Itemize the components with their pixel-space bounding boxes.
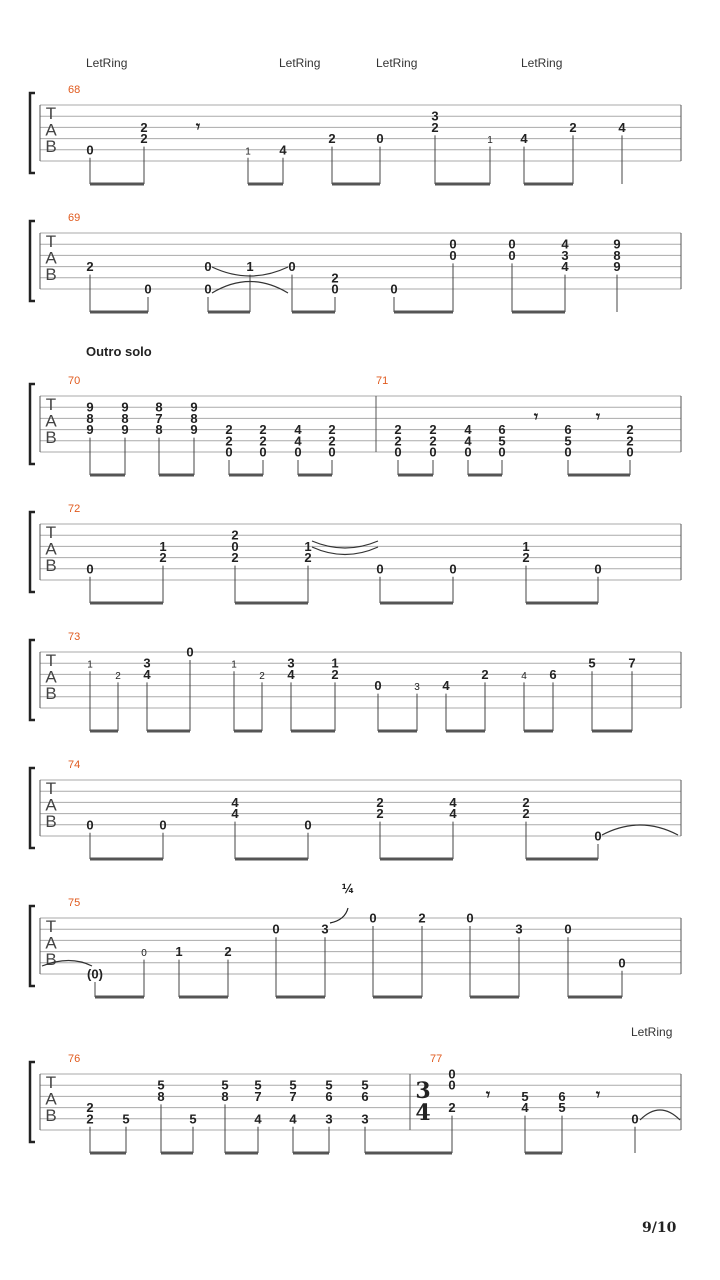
fret-number: 0 <box>86 817 94 833</box>
fret-number: 0 <box>498 444 506 460</box>
fret-number: 2 <box>259 670 265 682</box>
fret-number: 0 <box>141 948 147 960</box>
fret-number: 4 <box>143 666 151 682</box>
tab-clef-letter: B <box>45 950 57 969</box>
bend-arrow <box>330 908 348 923</box>
fret-number: 2 <box>431 119 439 135</box>
fret-number: 8 <box>86 410 94 426</box>
fret-number: 2 <box>231 527 239 543</box>
fret-number: 5 <box>189 1111 197 1127</box>
fret-number: 0 <box>626 444 634 460</box>
fret-number: 7 <box>289 1088 297 1104</box>
fret-number: 0 <box>328 444 336 460</box>
fret-number: 2 <box>522 794 530 810</box>
fret-number: 4 <box>561 259 569 275</box>
fret-number: 6 <box>325 1088 333 1104</box>
fret-number: 0 <box>464 444 472 460</box>
tab-clef-letter: A <box>45 120 57 140</box>
measure-number: 70 <box>68 375 81 387</box>
fret-number: 5 <box>325 1077 333 1093</box>
fret-number: 0 <box>86 561 94 577</box>
fret-number: 2 <box>86 1111 94 1127</box>
system-bracket <box>30 768 35 848</box>
fret-number: 2 <box>626 433 634 449</box>
fret-number: 4 <box>231 794 239 810</box>
measure-number: 74 <box>68 759 81 771</box>
fret-number: 2 <box>159 550 167 566</box>
fret-number: 1 <box>231 659 237 671</box>
page-number: 9/10 <box>642 1220 677 1236</box>
fret-number: 0 <box>508 247 516 263</box>
tab-clef-letter: A <box>45 795 57 815</box>
fret-number: 0 <box>449 236 457 252</box>
measure-number: 69 <box>68 212 81 224</box>
staff-system <box>30 640 681 720</box>
fret-number: 2 <box>140 119 148 135</box>
fret-number: 9 <box>86 399 94 415</box>
fret-number: 0 <box>631 1111 639 1127</box>
measure-number: 71 <box>376 375 389 387</box>
fret-number: 0 <box>376 131 384 147</box>
tab-clef-letter: B <box>45 1106 57 1125</box>
fret-number: 0 <box>449 247 457 263</box>
measure-number: 76 <box>68 1053 81 1065</box>
fret-number: 3 <box>287 655 295 671</box>
fret-number: 5 <box>361 1077 369 1093</box>
tab-clef-letter: T <box>45 232 57 251</box>
fret-number: 9 <box>121 399 129 415</box>
measure-number: 72 <box>68 503 81 515</box>
fret-number: 2 <box>259 433 267 449</box>
fret-number: 0 <box>369 910 377 926</box>
fret-number: 2 <box>140 131 148 147</box>
fret-number: 4 <box>521 1100 529 1116</box>
fret-number: 5 <box>254 1077 262 1093</box>
let-ring-label: LetRing <box>86 56 128 70</box>
eighth-rest: 𝄾 <box>595 1085 601 1104</box>
fret-number: 4 <box>231 806 239 822</box>
fret-number: 6 <box>558 1088 566 1104</box>
fret-number: 9 <box>190 399 198 415</box>
fret-number: 9 <box>86 422 94 438</box>
tab-clef-letter: A <box>45 248 57 268</box>
fret-number: 8 <box>221 1088 229 1104</box>
fret-number: 8 <box>155 399 163 415</box>
fret-number: 4 <box>618 119 626 135</box>
fret-number: 5 <box>564 433 572 449</box>
fret-number: 3 <box>321 921 329 937</box>
fret-number: 2 <box>394 433 402 449</box>
fret-number: 2 <box>328 433 336 449</box>
let-ring-label: LetRing <box>279 56 321 70</box>
fret-number: 0 <box>376 561 384 577</box>
section-label: Outro solo <box>86 344 152 359</box>
fret-number: 0 <box>331 281 339 297</box>
system-bracket <box>30 1062 35 1142</box>
eighth-rest: 𝄾 <box>195 117 201 136</box>
fret-number: 8 <box>190 410 198 426</box>
fret-number: 0 <box>466 910 474 926</box>
fret-number: 0 <box>204 259 212 275</box>
fret-number: 6 <box>361 1088 369 1104</box>
fret-number: 0 <box>390 281 398 297</box>
fret-number: 1 <box>245 146 251 158</box>
let-ring-label: LetRing <box>631 1025 673 1039</box>
fret-number: 4 <box>287 666 295 682</box>
fret-number: 0 <box>259 444 267 460</box>
fret-number: 8 <box>155 422 163 438</box>
fret-number: 2 <box>626 422 634 438</box>
fret-number: 0 <box>231 538 239 554</box>
fret-number: 3 <box>414 682 420 694</box>
fret-number: 2 <box>86 1100 94 1116</box>
fret-number: 8 <box>613 247 621 263</box>
fret-number: 2 <box>429 433 437 449</box>
tab-clef-letter: T <box>45 104 57 123</box>
fret-number: 5 <box>521 1088 529 1104</box>
tab-clef-letter: B <box>45 556 57 575</box>
staff-system <box>30 512 681 592</box>
fret-number: 9 <box>190 422 198 438</box>
fret-number: 1 <box>487 135 493 147</box>
fret-number: 3 <box>515 921 523 937</box>
fret-number: 1 <box>331 655 339 671</box>
fret-number: 0 <box>508 236 516 252</box>
fret-number: 1 <box>522 538 530 554</box>
fret-number: 6 <box>498 422 506 438</box>
fret-number: 0 <box>225 444 233 460</box>
fret-number: 2 <box>225 422 233 438</box>
fret-number: 9 <box>121 422 129 438</box>
fret-number: 2 <box>331 666 339 682</box>
eighth-rest: 𝄾 <box>485 1085 491 1104</box>
tab-clef-letter: B <box>45 684 57 703</box>
fret-number: 2 <box>225 433 233 449</box>
staff-system <box>30 768 681 848</box>
fret-number: 2 <box>394 422 402 438</box>
fret-number: 0 <box>204 281 212 297</box>
staff-system <box>30 906 681 986</box>
fret-number: 2 <box>115 670 121 682</box>
system-bracket <box>30 221 35 301</box>
fret-number: 5 <box>289 1077 297 1093</box>
fret-number: 0 <box>429 444 437 460</box>
tab-clef-letter: A <box>45 539 57 559</box>
tab-clef-letter: B <box>45 265 57 284</box>
fret-number: 5 <box>588 655 596 671</box>
tab-clef-letter: B <box>45 812 57 831</box>
time-signature-top: 3 <box>415 1078 431 1104</box>
fret-number: 1 <box>159 538 167 554</box>
fret-number: 0 <box>374 678 382 694</box>
fret-number: 1 <box>246 259 254 275</box>
time-signature-bottom: 4 <box>415 1100 431 1126</box>
fret-number: 0 <box>288 259 296 275</box>
fret-number: 4 <box>464 433 472 449</box>
tab-clef-letter: B <box>45 137 57 156</box>
staff-system <box>30 93 681 173</box>
fret-number: 2 <box>448 1100 456 1116</box>
fret-number: 9 <box>613 259 621 275</box>
fret-number: 3 <box>143 655 151 671</box>
fret-number: 4 <box>520 131 528 147</box>
tab-clef-letter: A <box>45 667 57 687</box>
fret-number: 0 <box>186 644 194 660</box>
fret-number: 7 <box>254 1088 262 1104</box>
fret-number: 7 <box>628 655 636 671</box>
fret-number: 2 <box>328 131 336 147</box>
fret-number: 4 <box>561 236 569 252</box>
tab-clef-letter: B <box>45 428 57 447</box>
fret-number: 1 <box>87 659 93 671</box>
fret-number: 7 <box>155 410 163 426</box>
tab-clef-letter: T <box>45 1073 57 1092</box>
tab-clef-letter: A <box>45 1089 57 1109</box>
fret-number: 9 <box>613 236 621 252</box>
tie-curve <box>602 825 678 835</box>
fret-number: 0 <box>449 561 457 577</box>
fret-number: 3 <box>561 247 569 263</box>
staff-system <box>30 1062 681 1142</box>
fret-number: 3 <box>325 1111 333 1127</box>
fret-number: 4 <box>442 678 450 694</box>
eighth-rest: 𝄾 <box>595 407 601 426</box>
fret-number: 5 <box>498 433 506 449</box>
fret-number: 2 <box>569 119 577 135</box>
fret-number: (0) <box>87 966 103 982</box>
fret-number: 1 <box>304 538 312 554</box>
staff-system <box>30 221 681 301</box>
fret-number: 2 <box>328 422 336 438</box>
fret-number: 0 <box>594 561 602 577</box>
fret-number: 0 <box>304 817 312 833</box>
fret-number: 0 <box>564 921 572 937</box>
fret-number: 1 <box>175 944 183 960</box>
measure-number: 73 <box>68 631 81 643</box>
tab-clef-letter: T <box>45 395 57 414</box>
fret-number: 4 <box>254 1111 262 1127</box>
fret-number: 5 <box>558 1100 566 1116</box>
tab-clef-letter: T <box>45 917 57 936</box>
let-ring-label: LetRing <box>521 56 563 70</box>
fret-number: 2 <box>418 910 426 926</box>
fret-number: 4 <box>294 433 302 449</box>
measure-number: 68 <box>68 84 81 96</box>
fret-number: 0 <box>564 444 572 460</box>
fret-number: 2 <box>522 550 530 566</box>
bend-label: ¼ <box>341 882 355 896</box>
fret-number: 0 <box>86 142 94 158</box>
tab-clef-letter: A <box>45 933 57 953</box>
fret-number: 0 <box>448 1077 456 1093</box>
fret-number: 6 <box>549 666 557 682</box>
fret-number: 0 <box>294 444 302 460</box>
system-bracket <box>30 640 35 720</box>
fret-number: 5 <box>122 1111 130 1127</box>
system-bracket <box>30 93 35 173</box>
measure-number: 75 <box>68 897 81 909</box>
fret-number: 0 <box>594 828 602 844</box>
tab-clef-letter: T <box>45 651 57 670</box>
fret-number: 3 <box>361 1111 369 1127</box>
measure-number: 77 <box>430 1053 443 1065</box>
fret-number: 4 <box>449 794 457 810</box>
fret-number: 0 <box>144 281 152 297</box>
fret-number: 0 <box>272 921 280 937</box>
fret-number: 4 <box>279 142 287 158</box>
fret-number: 4 <box>289 1111 297 1127</box>
fret-number: 2 <box>224 944 232 960</box>
fret-number: 2 <box>259 422 267 438</box>
fret-number: 2 <box>376 794 384 810</box>
tab-clef-letter: A <box>45 411 57 431</box>
system-bracket <box>30 512 35 592</box>
fret-number: 4 <box>464 422 472 438</box>
fret-number: 5 <box>157 1077 165 1093</box>
fret-number: 0 <box>618 955 626 971</box>
system-bracket <box>30 906 35 986</box>
fret-number: 6 <box>564 422 572 438</box>
fret-number: 8 <box>121 410 129 426</box>
system-bracket <box>30 384 35 464</box>
fret-number: 4 <box>449 806 457 822</box>
fret-number: 2 <box>522 806 530 822</box>
fret-number: 3 <box>431 108 439 124</box>
fret-number: 8 <box>157 1088 165 1104</box>
fret-number: 0 <box>394 444 402 460</box>
fret-number: 2 <box>376 806 384 822</box>
fret-number: 5 <box>221 1077 229 1093</box>
let-ring-label: LetRing <box>376 56 418 70</box>
fret-number: 2 <box>481 666 489 682</box>
fret-number: 2 <box>231 550 239 566</box>
fret-number: 2 <box>86 259 94 275</box>
fret-number: 4 <box>521 670 527 682</box>
tab-clef-letter: T <box>45 523 57 542</box>
tab-clef-letter: T <box>45 779 57 798</box>
eighth-rest: 𝄾 <box>533 407 539 426</box>
fret-number: 4 <box>294 422 302 438</box>
tie-curve <box>312 541 378 548</box>
fret-number: 2 <box>331 270 339 286</box>
fret-number: 2 <box>429 422 437 438</box>
fret-number: 0 <box>159 817 167 833</box>
fret-number: 2 <box>304 550 312 566</box>
fret-number: 0 <box>448 1066 456 1082</box>
